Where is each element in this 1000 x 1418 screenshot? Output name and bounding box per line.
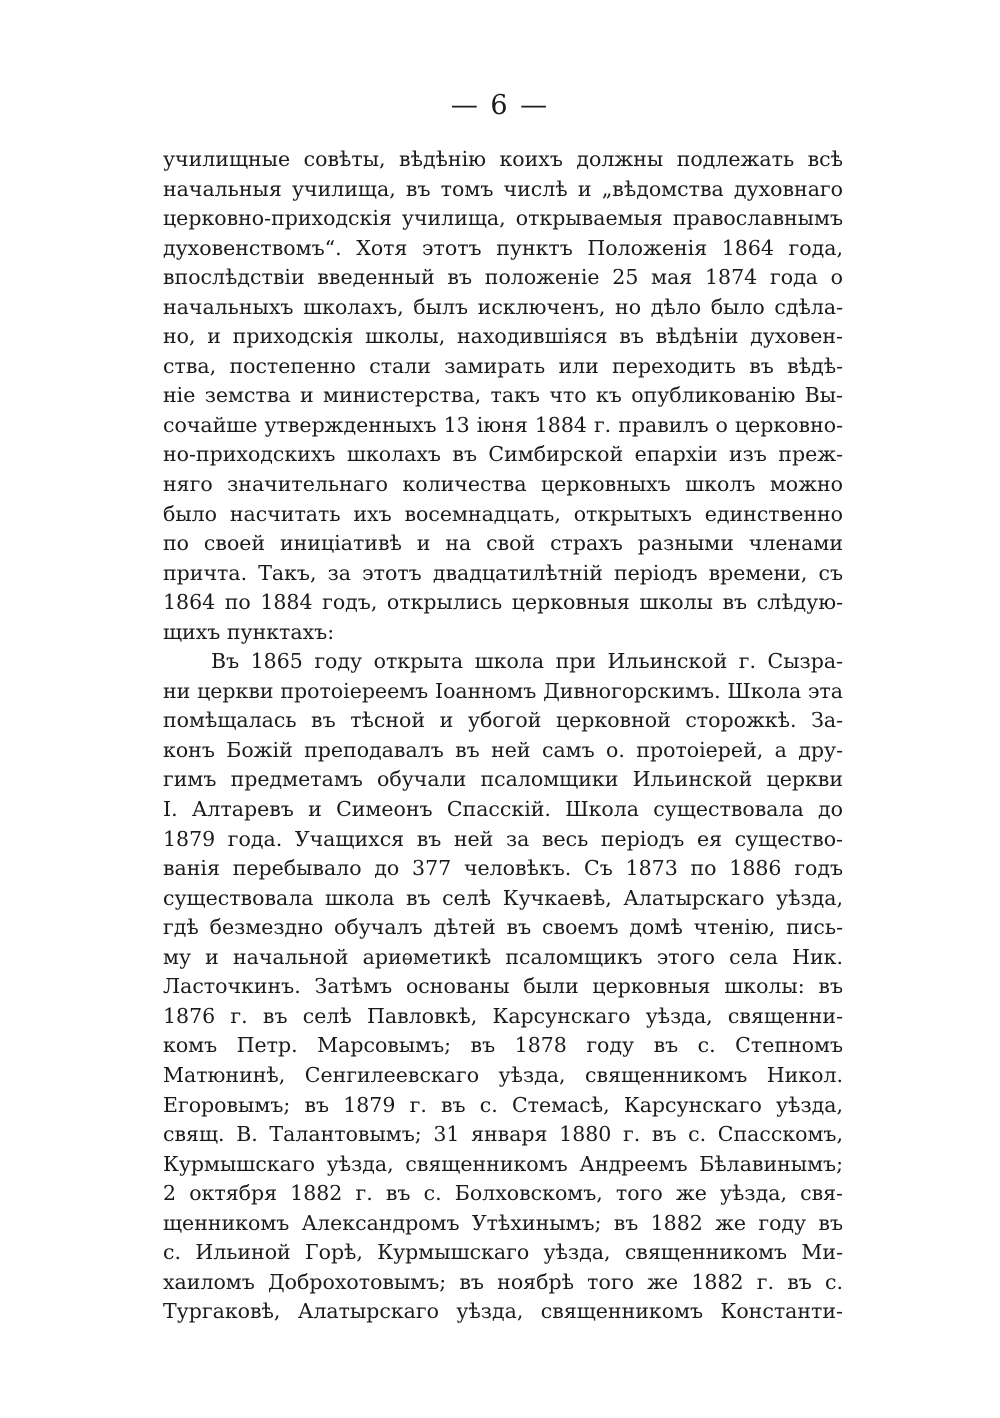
- text-line: конъ Божій преподавалъ въ ней самъ о. протоіерей, а дру-: [163, 737, 843, 762]
- text-line: Тургаковѣ, Алатырскаго уѣзда, священникомъ Константи-: [163, 1299, 843, 1324]
- text-line: ни церкви протоіереемъ Іоанномъ Дивногорскимъ. Школа эта: [163, 678, 843, 703]
- body-text: [163, 145, 843, 1327]
- text-line: по своей иниціативѣ и на свой страхъ разными членами: [163, 531, 843, 556]
- text-line: щихъ пунктахъ:: [163, 619, 335, 644]
- text-line: с. Ильиной Горѣ, Курмышскаго уѣзда, священникомъ Ми-: [163, 1240, 843, 1265]
- text-line: няго значительнаго количества церковныхъ школъ можно: [163, 472, 843, 497]
- text-line: Ласточкинъ. Затѣмъ основаны были церковныя школы: въ: [163, 974, 843, 999]
- text-line: гдѣ безмездно обучалъ дѣтей въ своемъ домѣ чтенію, пись-: [163, 915, 843, 940]
- text-line: впослѣдствіи введенный въ положеніе 25 мая 1874 года о: [163, 265, 843, 290]
- text-line: 1876 г. въ селѣ Павловкѣ, Карсунскаго уѣзда, священни-: [163, 1003, 843, 1028]
- text-line: щенникомъ Александромъ Утѣхинымъ; въ 1882 же году въ: [163, 1210, 843, 1235]
- text-line: Курмышскаго уѣзда, священникомъ Андреемъ Бѣлавинымъ;: [163, 1151, 843, 1176]
- text-line: свящ. В. Талантовымъ; 31 января 1880 г. въ с. Спасскомъ,: [163, 1122, 843, 1147]
- text-line: было насчитать ихъ восемнадцать, открытыхъ единственно: [163, 501, 843, 526]
- text-line: 2 октября 1882 г. въ с. Болховскомъ, того же уѣзда, свя-: [163, 1181, 843, 1206]
- text-line: сочайше утвержденныхъ 13 іюня 1884 г. правилъ о церковно-: [163, 412, 843, 437]
- text-line: І. Алтаревъ и Симеонъ Спасскій. Школа существовала до: [163, 797, 843, 822]
- text-line: ванія перебывало до 377 человѣкъ. Съ 1873 по 1886 годъ: [163, 856, 843, 881]
- text-line: Егоровымъ; въ 1879 г. въ с. Стемасѣ, Карсунскаго уѣзда,: [163, 1092, 843, 1117]
- text-line: гимъ предметамъ обучали псаломщики Ильинской церкви: [163, 767, 843, 792]
- text-line: 1864 по 1884 годъ, открылись церковныя школы въ слѣдую-: [163, 590, 843, 615]
- text-line: комъ Петр. Марсовымъ; въ 1878 году въ с. Степномъ: [163, 1033, 843, 1058]
- text-line: Въ 1865 году открыта школа при Ильинской г. Сызра-: [211, 649, 843, 674]
- text-line: хаиломъ Доброхотовымъ; въ ноябрѣ того же 1882 г. въ с.: [163, 1269, 843, 1294]
- text-line: церковно-приходскія училища, открываемыя православнымъ: [163, 206, 843, 231]
- page-number: — 6 —: [450, 90, 550, 121]
- text-line: помѣщалась въ тѣсной и убогой церковной сторожкѣ. За-: [163, 708, 843, 733]
- text-line: духовенствомъ“. Хотя этотъ пунктъ Положенія 1864 года,: [163, 235, 843, 260]
- text-line: причта. Такъ, за этотъ двадцатилѣтній періодъ времени, съ: [163, 560, 843, 585]
- text-line: существовала школа въ селѣ Кучкаевѣ, Алатырскаго уѣзда,: [163, 885, 843, 910]
- text-line: ніе земства и министерства, такъ что къ опубликованію Вы-: [163, 383, 843, 408]
- text-line: училищные совѣты, вѣдѣнію коихъ должны подлежать всѣ: [163, 147, 843, 171]
- text-line: но, и приходскія школы, находившіяся въ вѣдѣніи духовен-: [163, 324, 843, 349]
- paragraph-2: [163, 647, 843, 1327]
- text-line: му и начальной ариѳметикѣ псаломщикъ этого села Ник.: [163, 944, 843, 969]
- text-line: начальныя училища, въ томъ числѣ и „вѣдомства духовнаго: [163, 176, 843, 201]
- paragraph-1: [163, 145, 843, 647]
- text-line: но-приходскихъ школахъ въ Симбирской епархіи изъ преж-: [163, 442, 843, 467]
- text-line: Матюнинѣ, Сенгилеевскаго уѣзда, священникомъ Никол.: [163, 1062, 843, 1087]
- text-line: начальныхъ школахъ, былъ исключенъ, но дѣло было сдѣла-: [163, 294, 843, 319]
- text-line: 1879 года. Учащихся въ ней за весь періодъ ея существо-: [163, 826, 843, 851]
- text-line: ства, постепенно стали замирать или переходить въ вѣдѣ-: [163, 353, 843, 378]
